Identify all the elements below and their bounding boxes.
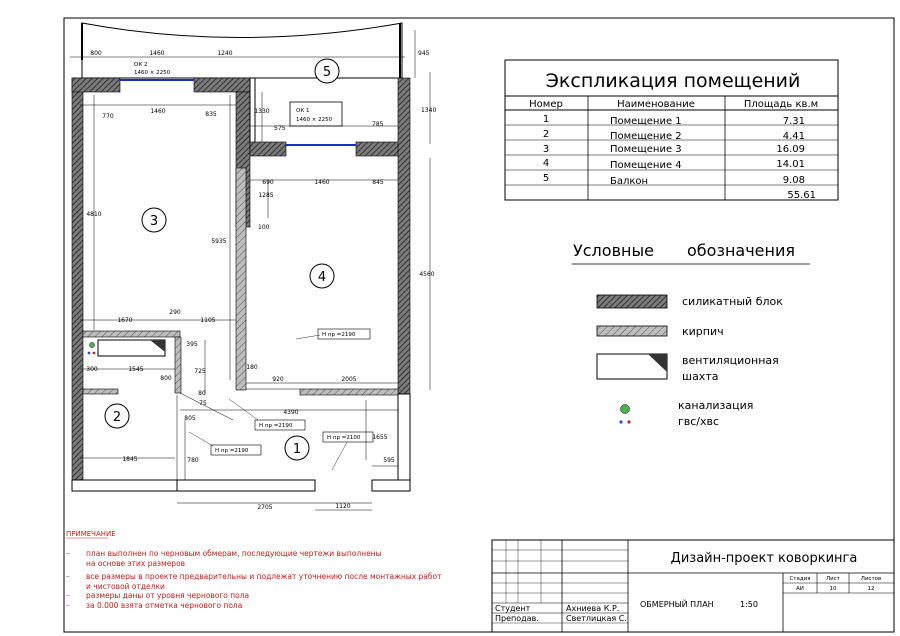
wall-bottom-right bbox=[372, 480, 410, 491]
svg-text:1340: 1340 bbox=[421, 107, 437, 114]
teacher-label: Преподав. bbox=[495, 614, 539, 623]
svg-text:805: 805 bbox=[184, 415, 196, 422]
svg-text:4810: 4810 bbox=[86, 211, 102, 218]
legend-swatch-vent bbox=[597, 354, 667, 379]
legend-vent-label-1: вентиляционная bbox=[682, 354, 779, 367]
svg-text:1460: 1460 bbox=[149, 50, 165, 57]
legend-silicate-label: силикатный блок bbox=[682, 295, 783, 308]
row-3-num: 3 bbox=[542, 144, 550, 155]
title-block bbox=[492, 540, 894, 632]
sewer-point bbox=[89, 342, 94, 347]
window-tag-ok2 bbox=[134, 62, 171, 76]
hot-water-point bbox=[93, 352, 96, 355]
svg-text:575: 575 bbox=[274, 125, 286, 132]
student-label: Студент bbox=[495, 604, 531, 613]
wall-left bbox=[72, 78, 83, 491]
note-3: размеры даны от уровня чернового пола bbox=[86, 591, 250, 600]
svg-text:2705: 2705 bbox=[257, 504, 273, 511]
cold-water-point bbox=[88, 352, 91, 355]
row-4-name: Помещение 4 bbox=[610, 160, 682, 171]
sheet-title: ОБМЕРНЫЙ ПЛАН bbox=[640, 600, 714, 609]
total-area: 55.61 bbox=[787, 190, 816, 201]
svg-text:1330: 1330 bbox=[254, 108, 270, 115]
svg-text:770: 770 bbox=[102, 113, 114, 120]
legend-swatch-brick bbox=[597, 326, 667, 336]
row-1-name: Помещение 1 bbox=[610, 116, 682, 127]
sheet-header: Лист bbox=[826, 576, 840, 582]
svg-text:835: 835 bbox=[205, 111, 217, 118]
header-name: Наименование bbox=[617, 99, 695, 110]
balcony-outline bbox=[82, 23, 402, 78]
note-2: все размеры в проекте предварительны и подлежат уточнению после монтажных работ bbox=[86, 572, 442, 581]
row-3-name: Помещение 3 bbox=[610, 144, 682, 155]
header-area: Площадь кв.м bbox=[743, 99, 819, 110]
floor-mark-3 bbox=[211, 445, 261, 455]
room-label-3 bbox=[142, 208, 166, 232]
svg-text:290: 290 bbox=[169, 309, 181, 316]
room-label-4 bbox=[310, 264, 334, 288]
svg-text:945: 945 bbox=[418, 50, 430, 57]
row-2-name: Помещение 2 bbox=[610, 131, 682, 142]
svg-text:785: 785 bbox=[372, 121, 384, 128]
svg-text:ОК 2: ОК 2 bbox=[134, 62, 148, 68]
room-label-1 bbox=[285, 436, 309, 460]
wall-top-mid bbox=[194, 78, 250, 92]
svg-text:Н пр =2100: Н пр =2100 bbox=[327, 435, 361, 441]
svg-text:1655: 1655 bbox=[372, 434, 388, 441]
wall-bottom-mid bbox=[177, 480, 315, 491]
svg-text:Н пр =2190: Н пр =2190 bbox=[259, 423, 293, 429]
svg-text:–: – bbox=[66, 591, 70, 599]
wall-right-lower bbox=[398, 394, 410, 491]
floor-plan bbox=[70, 23, 436, 511]
svg-text:595: 595 bbox=[383, 457, 395, 464]
note-1b: на основе этих размеров bbox=[86, 559, 186, 568]
svg-text:–: – bbox=[66, 549, 70, 557]
svg-text:395: 395 bbox=[186, 341, 198, 348]
wall-step bbox=[250, 142, 286, 156]
notes bbox=[66, 530, 442, 610]
svg-text:2: 2 bbox=[112, 410, 122, 425]
row-5-name: Балкон bbox=[610, 176, 649, 187]
svg-text:80: 80 bbox=[198, 390, 206, 397]
legend-sewer-icon bbox=[621, 405, 630, 414]
svg-text:3: 3 bbox=[149, 214, 159, 229]
svg-text:2005: 2005 bbox=[341, 376, 357, 383]
row-5-area: 9.08 bbox=[782, 175, 805, 186]
svg-text:1460: 1460 bbox=[314, 179, 330, 186]
svg-text:1845: 1845 bbox=[122, 456, 138, 463]
svg-text:1240: 1240 bbox=[217, 50, 233, 57]
note-2b: и чистовой отделки bbox=[86, 582, 165, 591]
legend-sewer-label: канализация bbox=[678, 399, 754, 412]
legend-water-label: гвс/хвс bbox=[678, 415, 720, 428]
svg-text:800: 800 bbox=[160, 375, 172, 382]
sheet-value: 10 bbox=[829, 586, 837, 592]
row-1-area: 7.31 bbox=[782, 116, 805, 127]
sheets-header: Листов bbox=[860, 576, 882, 582]
teacher-name: Светлицкая С. bbox=[566, 614, 627, 623]
sheets-value: 12 bbox=[867, 586, 875, 592]
svg-text:800: 800 bbox=[90, 50, 102, 57]
svg-text:Н пр =2190: Н пр =2190 bbox=[322, 332, 356, 338]
row-4-area: 14.01 bbox=[776, 159, 805, 170]
notes-title: ПРИМЕЧАНИЕ bbox=[66, 530, 116, 538]
legend bbox=[572, 241, 810, 428]
student-name: Ахниева К.Р. bbox=[566, 604, 620, 613]
svg-text:845: 845 bbox=[372, 179, 384, 186]
row-4-num: 4 bbox=[542, 158, 550, 169]
svg-text:1: 1 bbox=[292, 442, 302, 457]
row-1-num: 1 bbox=[542, 114, 550, 125]
partition-bath-bottom bbox=[83, 389, 118, 394]
window-tag-ok1 bbox=[290, 102, 342, 126]
floor-mark-1 bbox=[318, 329, 370, 339]
svg-text:1460: 1460 bbox=[150, 108, 166, 115]
partition-bath-right bbox=[175, 337, 181, 393]
svg-text:1670: 1670 bbox=[117, 317, 133, 324]
svg-text:1460 × 2250: 1460 × 2250 bbox=[134, 70, 171, 76]
svg-text:1120: 1120 bbox=[335, 503, 351, 510]
floor-mark-4 bbox=[323, 432, 373, 442]
row-2-num: 2 bbox=[542, 129, 550, 140]
partition-room3-4 bbox=[236, 168, 246, 390]
note-1: план выполнен по черновым обмерам, последующие чертежи выполнены bbox=[86, 549, 382, 558]
row-2-area: 4.41 bbox=[782, 131, 805, 142]
svg-text:300: 300 bbox=[86, 366, 98, 373]
stage-header: Стадия bbox=[789, 576, 811, 582]
svg-text:ОК 1: ОК 1 bbox=[296, 108, 310, 114]
explication-title: Экспликация помещений bbox=[545, 70, 801, 92]
svg-text:1460 × 2250: 1460 × 2250 bbox=[296, 117, 333, 123]
svg-text:780: 780 bbox=[187, 457, 199, 464]
room-label-2 bbox=[105, 404, 129, 428]
floor-mark-2 bbox=[255, 420, 305, 430]
note-4: за 0.000 взята отметка чернового пола bbox=[86, 601, 243, 610]
project-title: Дизайн-проект коворкинга bbox=[670, 551, 858, 566]
svg-text:5935: 5935 bbox=[211, 238, 227, 245]
svg-text:920: 920 bbox=[272, 376, 284, 383]
header-num: Номер bbox=[529, 99, 563, 110]
svg-text:1285: 1285 bbox=[258, 192, 274, 199]
svg-text:75: 75 bbox=[199, 400, 207, 407]
svg-text:4560: 4560 bbox=[419, 271, 435, 278]
row-5-num: 5 bbox=[542, 173, 550, 184]
row-3-area: 16.09 bbox=[776, 144, 805, 155]
wall-bottom-left bbox=[72, 480, 177, 491]
svg-text:180: 180 bbox=[246, 364, 258, 371]
dimension-labels bbox=[86, 50, 436, 511]
svg-text:4390: 4390 bbox=[283, 409, 299, 416]
legend-vent-label-2: шахта bbox=[682, 370, 719, 383]
wall-top-left bbox=[72, 78, 120, 92]
svg-text:100: 100 bbox=[258, 224, 270, 231]
explication-table bbox=[505, 60, 838, 201]
svg-text:4: 4 bbox=[317, 270, 327, 285]
legend-title-left: Условные bbox=[573, 241, 654, 260]
svg-text:–: – bbox=[66, 601, 70, 609]
sheet-scale: 1:50 bbox=[740, 600, 758, 609]
svg-text:5: 5 bbox=[322, 65, 332, 80]
legend-title-right: обозначения bbox=[687, 241, 795, 260]
legend-swatch-silicate bbox=[597, 295, 667, 308]
legend-cold-water-icon bbox=[619, 420, 622, 423]
svg-text:690: 690 bbox=[262, 179, 274, 186]
svg-text:Н пр =2190: Н пр =2190 bbox=[215, 448, 249, 454]
stage-value: АИ bbox=[796, 586, 804, 592]
wall-step-right bbox=[356, 142, 400, 156]
svg-text:1545: 1545 bbox=[128, 366, 144, 373]
room-label-5 bbox=[315, 59, 339, 83]
partition-room4-bottom bbox=[300, 389, 398, 395]
legend-brick-label: кирпич bbox=[682, 325, 724, 338]
wall-right bbox=[398, 78, 410, 394]
legend-hot-water-icon bbox=[627, 420, 630, 423]
svg-text:–: – bbox=[66, 572, 70, 580]
svg-text:725: 725 bbox=[194, 368, 206, 375]
partition-room3-bottom bbox=[83, 331, 180, 337]
svg-text:1105: 1105 bbox=[200, 317, 216, 324]
